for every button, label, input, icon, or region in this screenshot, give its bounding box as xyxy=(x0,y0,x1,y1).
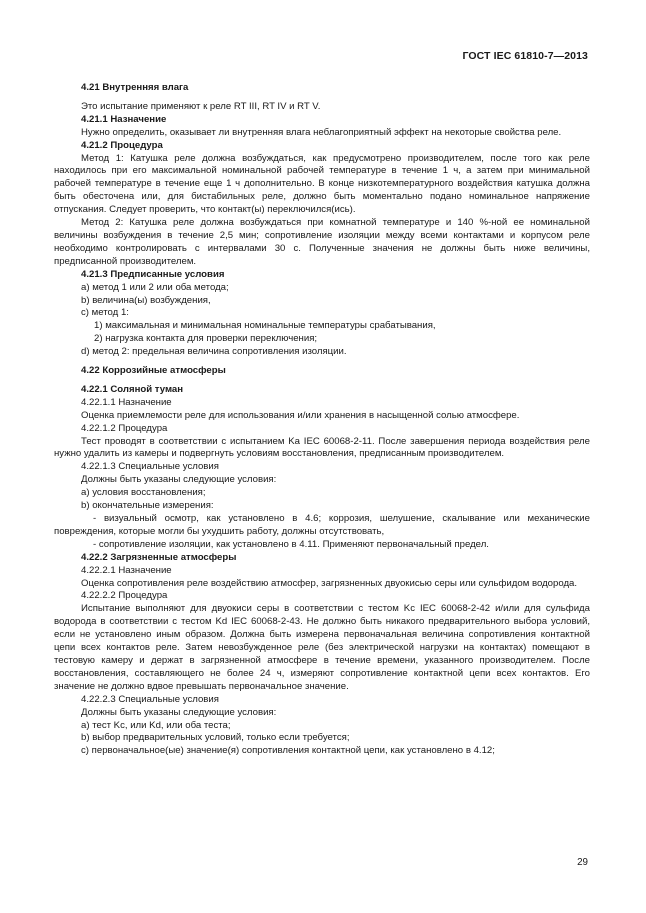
section-4-22-2-2-heading: 4.22.2.2 Процедура xyxy=(81,590,168,602)
section-4-22-1-heading: 4.22.1 Соляной туман xyxy=(81,383,184,395)
list-item-a: а) метод 1 или 2 или оба метода; xyxy=(81,281,229,293)
page-number: 29 xyxy=(577,857,588,868)
list-item-c: c) метод 1: xyxy=(81,307,129,319)
section-4-22-1-1-text: Оценка приемлемости реле для использования и/или хранения в насыщенной солью атмосфере. xyxy=(81,409,520,421)
section-4-22-1-2-text: Тест проводят в соответствии с испытанием Ka IEC 60068-2-11. После завершения периода воздействия реле нужно удалить из камеры и подвергнуть условиям восстановления, предписанным производителем. xyxy=(54,435,590,460)
salt-list-item-a: а) условия восстановления; xyxy=(81,487,206,499)
section-4-21-2-heading: 4.21.2 Процедура xyxy=(81,139,163,151)
salt-final-insulation: - сопротивление изоляции, как установлено в 4.11. Применяют первоначальный предел. xyxy=(93,538,489,550)
list-item-c-2: 2) нагрузка контакта для проверки переключения; xyxy=(94,333,318,345)
polluted-list-item-c: c) первоначальное(ые) значение(я) сопротивления контактной цепи, как установлено в 4.12; xyxy=(81,745,495,757)
polluted-list-item-a: а) тест Kc, или Kd, или оба теста; xyxy=(81,719,231,731)
section-4-22-2-heading: 4.22.2 Загрязненные атмосферы xyxy=(81,551,237,563)
salt-list-item-b: b) окончательные измерения: xyxy=(81,500,214,512)
section-4-22-heading: 4.22 Коррозийные атмосферы xyxy=(81,365,226,377)
section-4-22-2-1-text: Оценка сопротивления реле воздействию атмосфер, загрязненных двуокисью серы или сульфидом водорода. xyxy=(81,577,578,589)
section-4-22-2-2-text: Испытание выполняют для двуокиси серы в соответствии с тестом Kc IEC 60068-2-42 и/или для сульфида водорода в соответствии с тестом Kd IEC 60068-2-43. Не должно быть никакого предварительного выбора условий, если не установлено иным образом. Должна быть измерена первоначальная величина сопротивления контактной цепи всех контактов реле. Затем невозбужденное реле (без электрической нагрузки на контактах) помещают в тестовую камеру и держат в загрязненной атмосфере в течение времени, указанного производителем. После восстановления, составляющего не более 24 ч, измеряют сопротивление контактной цепи всех контактов. Его значение не должно вдвое превышать первоначальное значение. xyxy=(54,603,590,692)
section-4-21-heading: 4.21 Внутренняя влага xyxy=(81,82,189,93)
document-body xyxy=(54,82,590,758)
section-4-22-2-3-heading: 4.22.2.3 Специальные условия xyxy=(81,693,219,705)
method-1-paragraph: Метод 1: Катушка реле должна возбуждаться, как предусмотрено производителем, после того как реле находилось при его максимальной номинальной рабочей температуре в течение 1 ч, а затем при минимальной рабочей температуре в течение еще 1 ч дополнительно. В конце низкотемпературного воздействия катушка должна быть обесточена или, для бистабильных реле, должно быть моментально подано номинальное напряжение отпускания. Следует проверить, что контакт(ы) переключился(ись). xyxy=(54,152,590,216)
section-4-22-1-3-intro: Должны быть указаны следующие условия: xyxy=(81,474,277,486)
section-4-22-1-1-heading: 4.22.1.1 Назначение xyxy=(81,396,172,408)
list-item-d: d) метод 2: предельная величина сопротивления изоляции. xyxy=(81,346,347,358)
salt-final-visual: - визуальный осмотр, как установлено в 4.6; коррозия, шелушение, скалывание или механические повреждения, которые могли бы ухудшить работу, должны отсутствовать, xyxy=(54,513,590,537)
section-4-22-2-1-heading: 4.22.2.1 Назначение xyxy=(81,564,172,576)
section-4-22-1-3-heading: 4.22.1.3 Специальные условия xyxy=(81,461,219,473)
standard-designation: ГОСТ IEC 61810-7—2013 xyxy=(462,50,588,62)
section-4-21-intro: Это испытание применяют к реле RT III, RT IV и RT V. xyxy=(81,100,321,112)
list-item-c-1: 1) максимальная и минимальная номинальные температуры срабатывания, xyxy=(94,320,436,332)
list-item-b: b) величина(ы) возбуждения, xyxy=(81,294,211,306)
method-2-paragraph: Метод 2: Катушка реле должна возбуждаться при комнатной температуре и 140 %-ной ее номинальной величины возбуждения в течение 2,5 мин; сопротивление изоляции между всеми контактами и корпусом реле необходимо контролировать с интервалами 30 с. Полученные значения не должны быть ниже величины, предписанной производителем. xyxy=(54,217,590,267)
section-4-21-3-heading: 4.21.3 Предписанные условия xyxy=(81,268,225,280)
section-4-22-2-3-intro: Должны быть указаны следующие условия: xyxy=(81,706,277,718)
section-4-21-1-text: Нужно определить, оказывает ли внутренняя влага неблагоприятный эффект на некоторые свойства реле. xyxy=(81,126,562,138)
section-4-22-1-2-heading: 4.22.1.2 Процедура xyxy=(81,422,168,434)
section-4-21-1-heading: 4.21.1 Назначение xyxy=(81,113,167,125)
polluted-list-item-b: b) выбор предварительных условий, только если требуется; xyxy=(81,732,350,744)
